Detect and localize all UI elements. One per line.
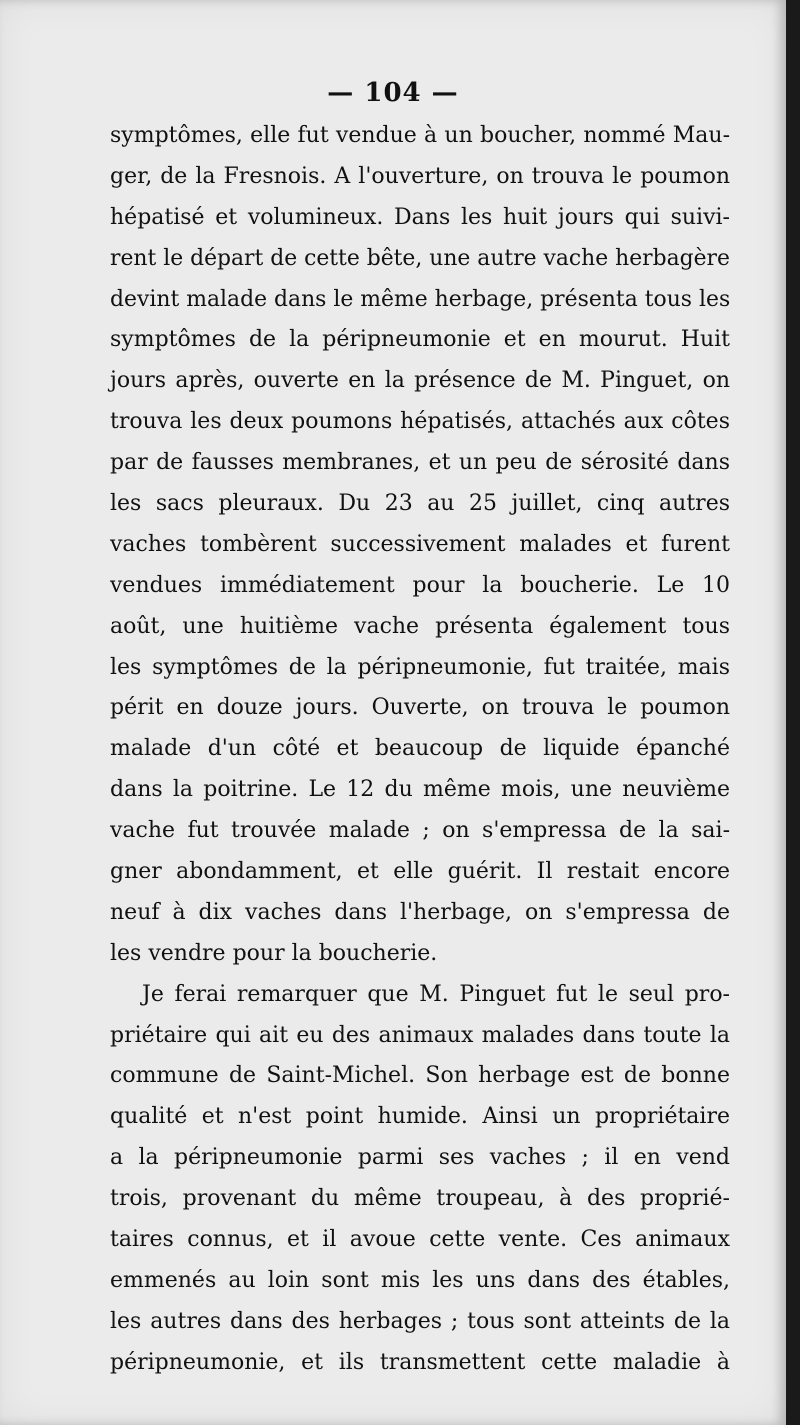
text-line: péripneumonie, et ils transmettent cette maladie à xyxy=(110,1349,730,1375)
text-line: devint malade dans le même herbage, présenta tous les xyxy=(110,286,731,312)
text-line: les symptômes de la péripneumonie, fut traitée, mais xyxy=(110,654,730,680)
text-line: périt en douze jours. Ouverte, on trouva le poumon xyxy=(110,695,730,721)
text-line: neuf à dix vaches dans l'herbage, on s'empressa de xyxy=(110,899,730,925)
text-line: rent le départ de cette bête, une autre vache herbagère xyxy=(110,245,730,271)
text-line: priétaire qui ait eu des animaux malades dans toute la xyxy=(110,1022,730,1048)
text-line: emmenés au loin sont mis les uns dans des étables, xyxy=(110,1267,730,1293)
text-line: hépatisé et volumineux. Dans les huit jours qui suivi- xyxy=(110,204,730,230)
text-line: malade d'un côté et beaucoup de liquide épanché xyxy=(110,736,730,762)
text-line: commune de Saint-Michel. Son herbage est de bonne xyxy=(110,1063,730,1089)
text-line: les vendre pour la boucherie. xyxy=(110,940,438,966)
text-line: trois, provenant du même troupeau, à des proprié- xyxy=(110,1186,730,1212)
text-line: jours après, ouverte en la présence de M. Pinguet, on xyxy=(110,368,730,394)
text-line: vendues immédiatement pour la boucherie. Le 10 xyxy=(110,572,730,598)
body-text xyxy=(110,116,730,1384)
text-line: taires connus, et il avoue cette vente. Ces animaux xyxy=(110,1227,730,1253)
text-line: qualité et n'est point humide. Ainsi un propriétaire xyxy=(110,1104,730,1130)
text-line: a la péripneumonie parmi ses vaches ; il en vend xyxy=(110,1145,730,1171)
text-line: vaches tombèrent successivement malades et furent xyxy=(110,531,730,557)
text-line: gner abondamment, et elle guérit. Il restait encore xyxy=(110,859,730,885)
text-line: trouva les deux poumons hépatisés, attachés aux côtes xyxy=(110,409,730,435)
text-line: ger, de la Fresnois. A l'ouverture, on trouva le poumon xyxy=(110,163,730,189)
text-line: les autres dans des herbages ; tous sont atteints de la xyxy=(110,1308,730,1334)
page-number: — 104 — xyxy=(327,78,459,108)
text-line: dans la poitrine. Le 12 du même mois, une neuvième xyxy=(110,777,730,803)
text-line: par de fausses membranes, et un peu de sérosité dans xyxy=(110,450,730,476)
text-line: vache fut trouvée malade ; on s'empressa de la sai- xyxy=(110,818,730,844)
text-line: symptômes de la péripneumonie et en mourut. Huit xyxy=(110,327,730,353)
text-line: symptômes, elle fut vendue à un boucher, nommé Mau- xyxy=(110,123,730,148)
text-line: août, une huitième vache présenta également tous xyxy=(110,613,730,639)
text-line: Je ferai remarquer que M. Pinguet fut le seul pro- xyxy=(142,981,730,1007)
text-line: les sacs pleuraux. Du 23 au 25 juillet, cinq autres xyxy=(110,491,730,517)
